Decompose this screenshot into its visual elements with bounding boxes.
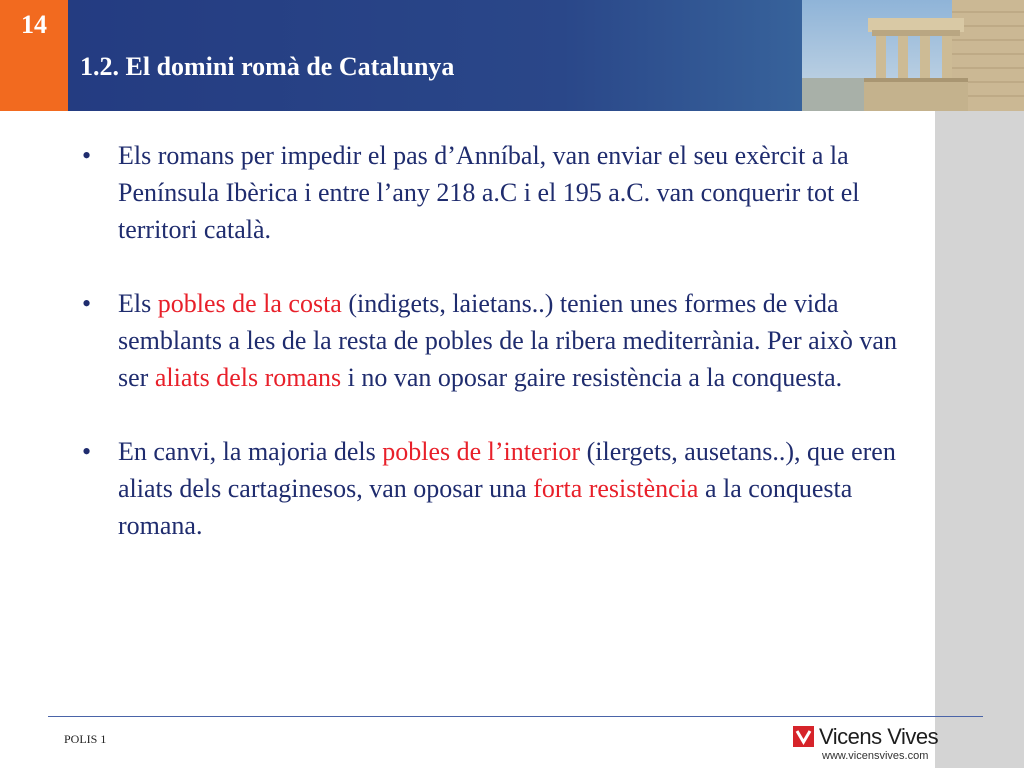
highlight-text: pobles de la costa — [157, 289, 342, 318]
publisher-logo — [793, 724, 939, 764]
highlight-text: pobles de l’interior — [382, 437, 581, 466]
slide-number: 14 — [0, 0, 68, 111]
bullet-text: Els romans per impedir el pas d’Anníbal, van enviar el seu exèrcit a la Península Ibèrica i entre l’any 218 a.C i el 195 a.C. van conquerir tot el territori català. — [118, 141, 860, 244]
slide-title: 1.2. El domini romà de Catalunya — [80, 52, 455, 81]
bullet-text: Els pobles de la costa (indigets, laietans..) tenien unes formes de vida semblants a les de la resta de pobles de la ribera mediterrània. Per això van ser aliats dels romans i no van oposar gaire resistència a la conquesta. — [118, 289, 897, 392]
right-side-bar — [935, 111, 1024, 768]
bullet-text: En canvi, la majoria dels pobles de l’interior (ilergets, ausetans..), que eren aliats dels cartaginesos, van oposar una forta resistència a la conquesta romana. — [118, 437, 896, 540]
footer-divider — [48, 716, 983, 717]
footer-label: POLIS 1 — [64, 732, 107, 746]
bullet-marker: • — [82, 141, 92, 170]
bullet-item — [82, 433, 932, 544]
highlight-text: forta resistència — [533, 474, 699, 503]
bullet-marker: • — [82, 289, 92, 318]
bullet-item — [82, 137, 932, 248]
bullet-item — [82, 285, 932, 396]
highlight-text: aliats dels romans — [154, 363, 342, 392]
caryatids-photo — [802, 0, 1024, 111]
bullet-list — [82, 137, 932, 581]
bullet-marker: • — [82, 437, 92, 466]
logo-url: www.vicensvives.com — [822, 750, 929, 762]
v-logo-icon — [793, 726, 814, 747]
logo-name: Vicens Vives — [819, 724, 939, 749]
